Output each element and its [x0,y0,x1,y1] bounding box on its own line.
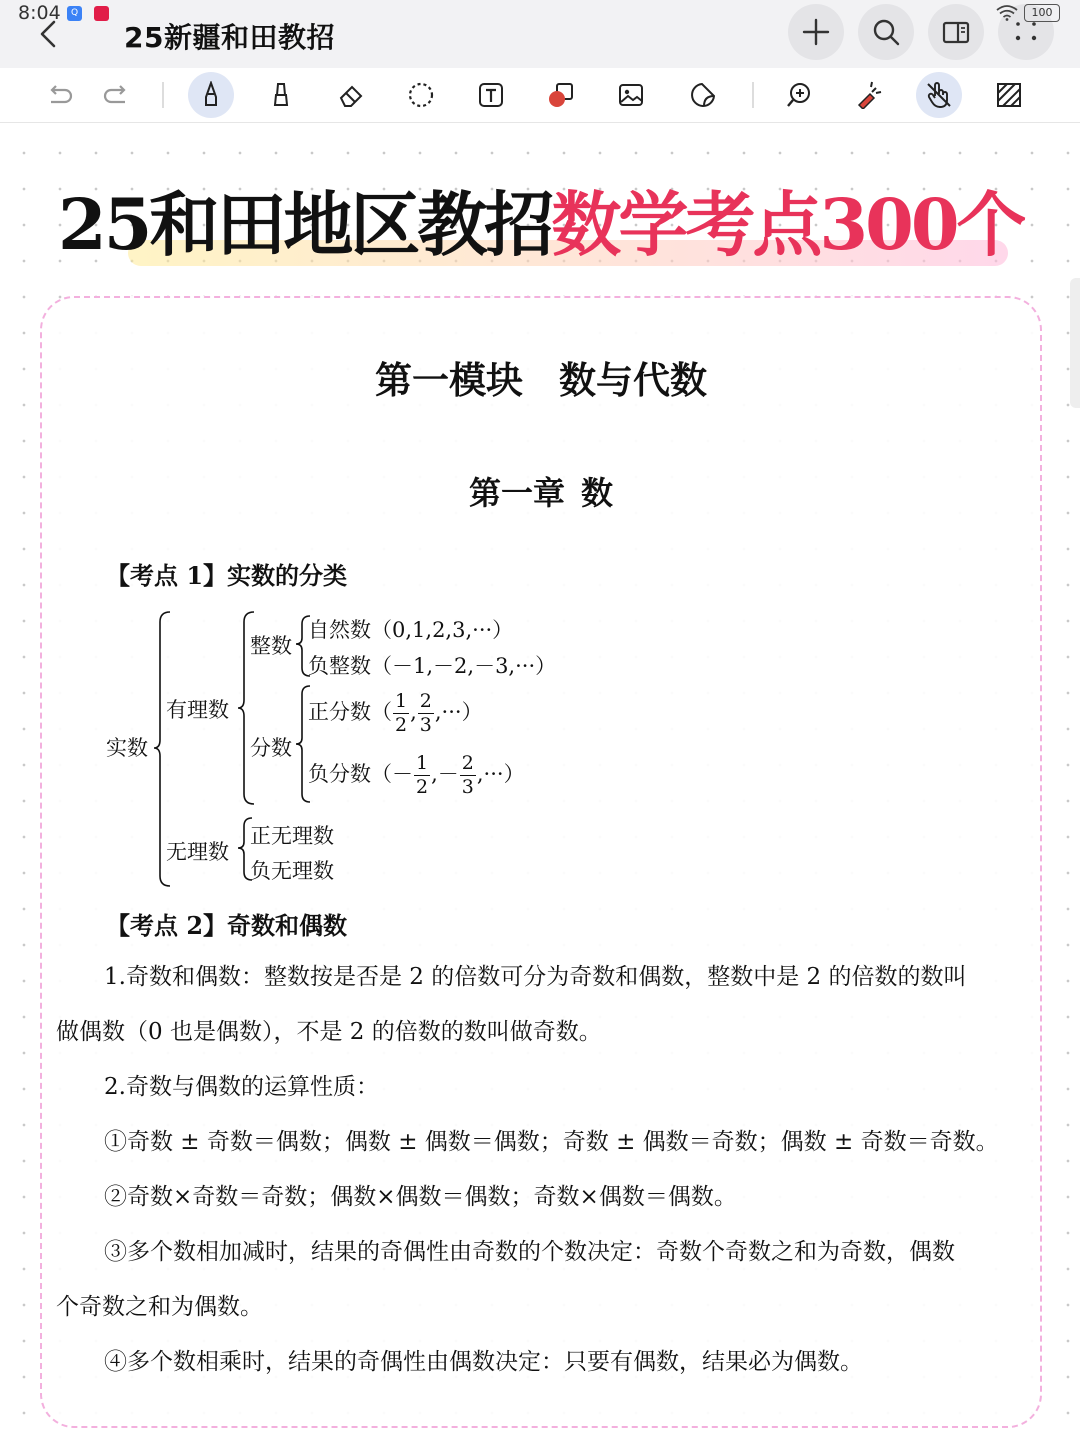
banner-title-red: 数学考点300个 [551,183,1024,266]
paragraph-line: ①奇数 ± 奇数＝偶数；偶数 ± 偶数＝偶数；奇数 ± 偶数＝奇数；偶数 ± 奇数＝奇数。 [104,1129,999,1155]
search-app-icon: Q [67,6,82,21]
split-view-button[interactable] [928,4,984,60]
fraction-one-half [414,752,430,799]
search-button[interactable] [858,4,914,60]
fraction-two-thirds [460,752,476,799]
tree-real-numbers: 实数 [106,736,148,760]
text-tool[interactable] [468,72,514,118]
tree-negative-integer: 负整数（－1,－2,－3,···） [308,654,557,678]
highlighter-tool[interactable] [258,72,304,118]
side-panel-handle[interactable] [1070,278,1080,408]
tree-natural: 自然数（0,1,2,3,···） [308,618,514,642]
notification-app-icon [94,6,109,21]
module-title [42,350,1040,404]
touch-draw-toggle[interactable] [916,72,962,118]
tree-positive-irrational: 正无理数 [250,824,334,848]
tree-integer: 整数 [250,634,292,658]
positive-fraction-tail: ,···） [434,700,483,724]
paragraph-line: 个奇数之和为偶数。 [56,1294,263,1320]
fraction-numerator: 1 [416,752,429,774]
lasso-icon [407,81,435,109]
grid-background-tool[interactable] [986,72,1032,118]
eraser-icon [337,81,365,109]
fraction-numerator: 2 [461,752,474,774]
app-header [0,0,1080,68]
grid-pattern-icon [995,81,1023,109]
hand-touch-icon [925,81,953,109]
redo-button[interactable] [94,72,140,118]
tree-negative-fraction [308,752,525,799]
wifi-icon [996,5,1018,21]
toolbar-divider [162,82,164,108]
undo-button[interactable] [36,72,82,118]
paragraph-line: ④多个数相乘时，结果的奇偶性由偶数决定：只要有偶数，结果必为偶数。 [104,1349,863,1375]
eraser-tool[interactable] [328,72,374,118]
fraction-denominator: 3 [419,714,432,736]
paragraph-line: 2.奇数与偶数的运算性质： [104,1074,379,1100]
search-icon [872,18,900,46]
module-name: 数与代数 [559,358,707,402]
negative-fraction-label: 负分数（－ [308,762,413,786]
laser-pointer-tool[interactable] [846,72,892,118]
fraction-one-half [393,690,409,737]
tree-rational: 有理数 [166,698,229,722]
banner-title-black: 25和田地区教招 [58,183,552,266]
content-card [40,296,1042,1428]
fraction-denominator: 3 [461,776,474,798]
banner-title [58,182,1058,272]
status-time: 8:04 [18,2,61,24]
zoom-tool[interactable] [776,72,822,118]
chapter-name: 数 [581,474,614,512]
lasso-tool[interactable] [398,72,444,118]
sticker-icon [689,81,717,109]
toolbar-divider [752,82,754,108]
fraction-numerator: 2 [419,690,432,712]
module-number: 第一模块 [375,358,523,402]
fraction-denominator: 2 [416,776,429,798]
image-icon [617,81,645,109]
fraction-denominator: 2 [395,714,408,736]
fraction-numerator: 1 [395,690,408,712]
fraction-two-thirds [418,690,434,737]
point-1-heading: 【考点 1】实数的分类 [106,561,348,590]
highlighter-icon [267,81,295,109]
sticker-tool[interactable] [680,72,726,118]
tree-negative-irrational: 负无理数 [250,859,334,883]
paragraph-line: 1.奇数和偶数：整数按是否是 2 的倍数可分为奇数和偶数，整数中是 2 的倍数的数叫 [104,964,967,990]
redo-icon [103,81,131,109]
plus-icon [802,18,830,46]
drawing-toolbar [0,68,1080,123]
pen-tool[interactable] [188,72,234,118]
point-2-heading: 【考点 2】奇数和偶数 [106,911,348,940]
tree-irrational: 无理数 [166,840,229,864]
chevron-left-icon [30,14,70,54]
zoom-in-icon [785,81,813,109]
negative-fraction-mid: ,－ [431,762,459,786]
paragraph-line: ②奇数×奇数＝奇数；偶数×偶数＝偶数；奇数×偶数＝偶数。 [104,1184,737,1210]
laser-pointer-icon [855,81,883,109]
undo-icon [45,81,73,109]
system-status-icons [996,2,1060,24]
shapes-tool[interactable] [538,72,584,118]
negative-fraction-tail: ,···） [476,762,525,786]
battery-indicator: 100 [1024,4,1060,22]
tree-fraction: 分数 [250,736,292,760]
tree-positive-fraction: 正分数（ $\frac{1}{2}$ , $\frac{2}{3}$ ,···） [308,690,483,736]
chapter-title [42,468,1040,514]
chapter-number: 第一章 [468,474,565,512]
paragraph-line: 做偶数（0 也是偶数），不是 2 的倍数的数叫做奇数。 [56,1019,602,1045]
document-title: 25新疆和田教招 [124,21,335,54]
image-tool[interactable] [608,72,654,118]
shapes-icon [547,81,575,109]
add-page-button[interactable] [788,4,844,60]
sidebar-icon [942,18,970,46]
paragraph-line: ③多个数相加减时，结果的奇偶性由奇数的个数决定：奇数个奇数之和为奇数，偶数 [104,1239,955,1265]
pen-icon [197,81,225,109]
back-button[interactable] [30,14,70,54]
positive-fraction-label: 正分数（ [308,700,392,724]
text-icon [477,81,505,109]
